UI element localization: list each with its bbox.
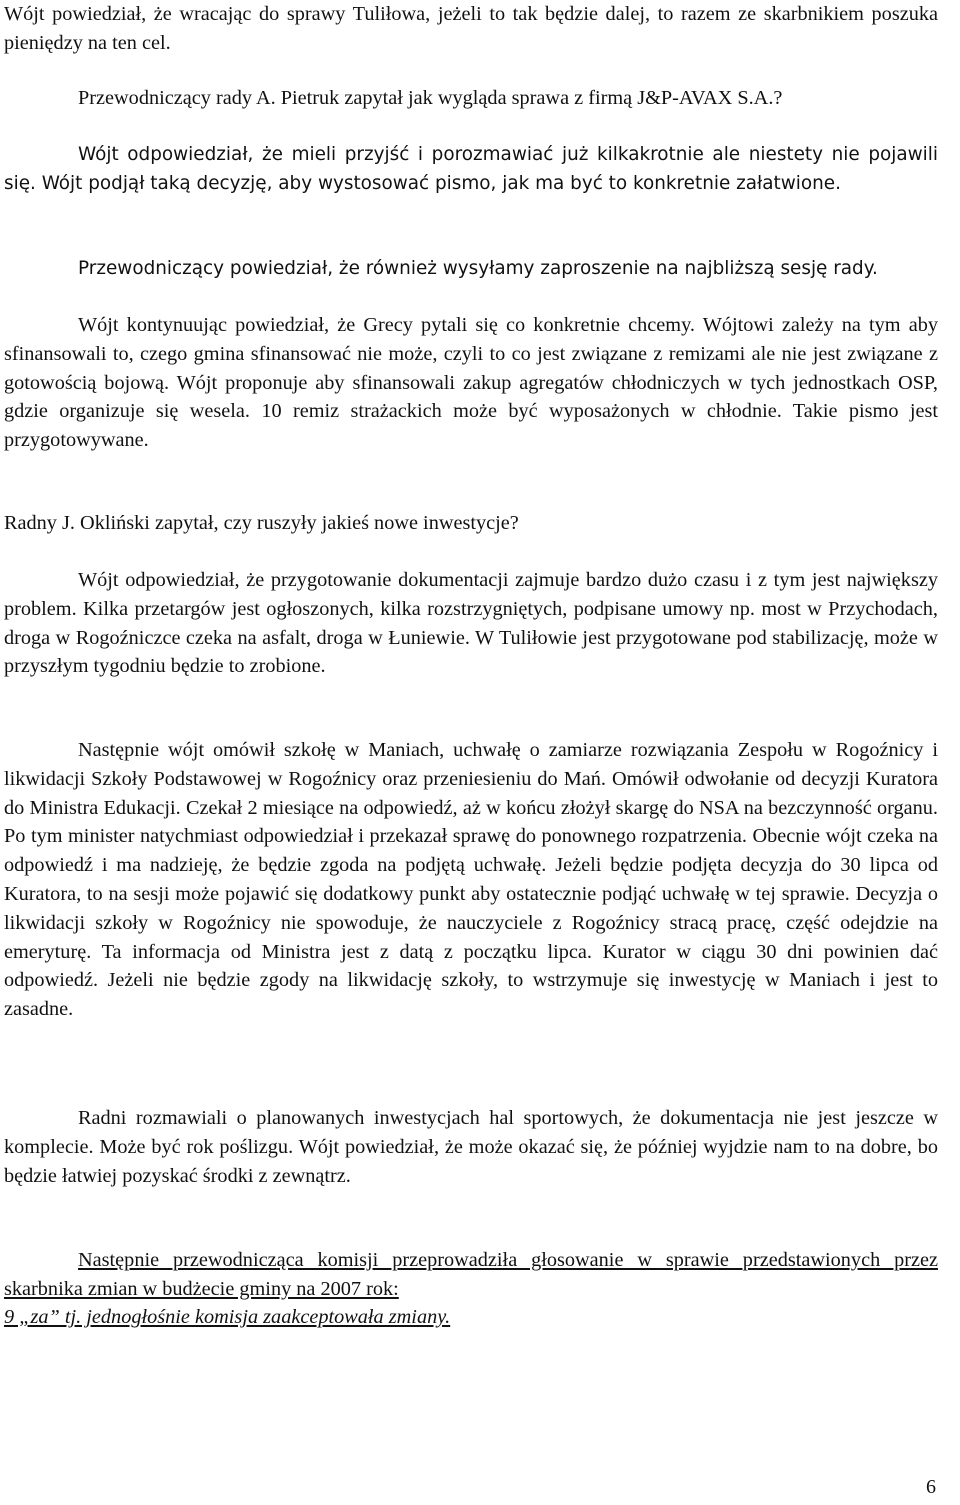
paragraph-tulilow: Wójt powiedział, że wracając do sprawy Tuliłowa, jeżeli to tak będzie dalej, to razem ze skarbnikiem poszuka pieniędzy na ten cel. [4, 3, 938, 54]
paragraph-sports-halls: Radni rozmawiali o planowanych inwestycjach hal sportowych, że dokumentacja nie jest jeszcze w komplecie. Może być rok poślizgu. Wójt powiedział, że może okazać się, że później wyjdzie nam to na dobre, bo będzie łatwiej pozyskać środki z zewnątrz. [4, 1107, 938, 1187]
paragraph-answer-avax: Wójt odpowiedział, że mieli przyjść i porozmawiać już kilkakrotnie ale niestety nie pojawili się. Wójt podjął taką decyzję, aby wystosować pismo, jak ma być to konkretnie załatwione. [4, 144, 938, 194]
page-number: 6 [926, 1476, 936, 1498]
paragraph-question-investments: Radny J. Okliński zapytał, czy ruszyły jakieś nowe inwestycje? [4, 512, 519, 534]
paragraph-question-avax: Przewodniczący rady A. Pietruk zapytał jak wygląda sprawa z firmą J&P-AVAX S.A.? [78, 87, 783, 109]
paragraph-vote: Następnie przewodnicząca komisji przeprowadziła głosowanie w sprawie przedstawionych przez skarbnika zmian w budżecie gminy na 2007 rok: [4, 1249, 938, 1300]
paragraph-answer-investments: Wójt odpowiedział, że przygotowanie dokumentacji zajmuje bardzo dużo czasu i z tym jest największy problem. Kilka przetargów jest ogłoszonych, kilka rozstrzygniętych, podpisane umowy np. most w Przychodach, droga w Rogoźniczce czeka na asfalt, droga w Łuniewie. W Tuliłowie jest przygotowane pod stabilizację, może w przyszłym tygodniu będzie to zrobione. [4, 569, 938, 678]
paragraph-school: Następnie wójt omówił szkołę w Maniach, uchwałę o zamiarze rozwiązania Zespołu w Rogoźnicy i likwidacji Szkoły Podstawowej w Rogoźnicy oraz przeniesieniu do Mań. Omówił odwołanie od decyzji Kuratora do Ministra Edukacji. Czekał 2 miesiące na odpowiedź, aż w końcu złożył skargę do NSA na bezczynność organu. Po tym minister natychmiast odpowiedział i przekazał sprawę do ponownego rozpatrzenia. Obecnie wójt czeka na odpowiedź i ma nadzieję, że będzie zgoda na podjętą uchwałę. Jeżeli będzie podjęta decyzja do 30 lipca od Kuratora, to na sesji może pojawić się dodatkowy punkt aby ostatecznie podjąć uchwałę w tej sprawie. Decyzja o likwidacji szkoły w Rogoźnicy nie spowoduje, że nauczyciele z Rogoźnicy stracą pracę, część odejdzie na emeryturę. Ta informacja od Ministra jest z datą z początku lipca. Kurator w ciągu 30 dni powinien dać odpowiedź. Jeżeli nie będzie zgody na likwidację szkoły, to wstrzymuje się inwestycję w Maniach i jest to zasadne. [4, 739, 938, 1021]
paragraph-invitation: Przewodniczący powiedział, że również wysyłamy zaproszenie na najbliższą sesję rady. [78, 258, 878, 279]
paragraph-vote-result: 9 „za” tj. jednogłośnie komisja zaakceptowała zmiany. [4, 1306, 451, 1328]
paragraph-greeks: Wójt kontynuując powiedział, że Grecy pytali się co konkretnie chcemy. Wójtowi zależy na tym aby sfinansowali to, czego gmina sfinansować nie może, czyli to co jest związane z remizami ale nie jest związane z gotowością bojową. Wójt proponuje aby sfinansowali zakup agregatów chłodniczych w tych jednostkach OSP, gdzie organizuje się wesela. 10 remiz strażackich może być wyposażonych w chłodnie. Takie pismo jest przygotowywane. [4, 314, 938, 452]
